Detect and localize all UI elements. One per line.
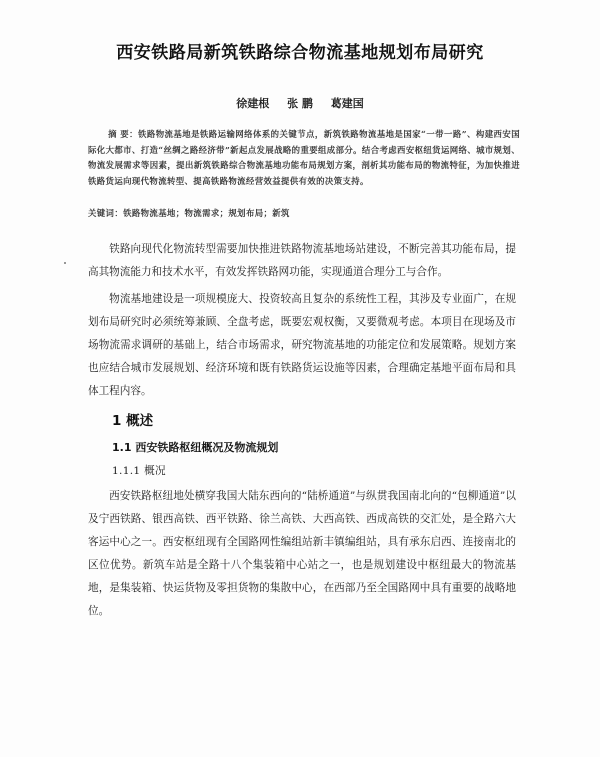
author-list	[0, 95, 600, 111]
author-name: 张 鹏	[287, 97, 313, 110]
author-name: 徐建根	[236, 97, 270, 110]
section-heading-1: 1 概述	[112, 413, 154, 429]
intro-paragraph-1	[88, 238, 516, 284]
keywords	[88, 207, 520, 219]
paragraph-text: 铁路向现代化物流转型需要加快推进铁路物流基地场站建设，不断完善其功能布局，提高其物流能力和技术水平，有效发挥铁路网功能，实现通道合理分工与合作。	[88, 243, 516, 278]
subsubsection-heading-1-1-1: 1.1.1 概况	[112, 465, 166, 477]
paragraph-text: 物流基地建设是一项规模庞大、投资较高且复杂的系统性工程，其涉及专业面广，在规划布局研究时必须统筹兼顾、全盘考虑，既要宏观权衡，又要微观考虑。本项目在现场及市场物流需求调研的基础上，结合市场需求，研究物流基地的功能定位和发展策略。规划方案也应结合城市发展规划、经济环境和既有铁路货运设施等因素，合理确定基地平面布局和具体工程内容。	[88, 293, 516, 397]
intro-paragraph-2	[88, 288, 516, 403]
paragraph-text: 西安铁路枢纽地处横穿我国大陆东西向的“陆桥通道”与纵贯我国南北向的“包柳通道”以及宁西铁路、银西高铁、西平铁路、徐兰高铁、大西高铁、西成高铁的交汇处，是全路六大客运中心之一。西安枢纽现有全国路网性编组站新丰镇编组站，具有承东启西、连接南北的区位优势。新筑车站是全路十八个集装箱中心站之一，也是规划建设中枢纽最大的物流基地，是集装箱、快运货物及零担货物的集散中心，在西部乃至全国路网中具有重要的战略地位。	[88, 490, 516, 617]
keywords-text: 铁路物流基地；物流需求；规划布局；新筑	[123, 208, 290, 218]
subsection-heading-1-1: 1.1 西安铁路枢纽概况及物流规划	[112, 441, 279, 454]
overview-paragraph	[88, 485, 516, 623]
keywords-label: 关键词：	[88, 208, 124, 218]
abstract	[88, 127, 520, 189]
margin-speck	[64, 262, 66, 264]
author-name: 葛建国	[330, 97, 364, 110]
abstract-text: 铁路物流基地是铁路运输网络体系的关键节点，新筑铁路物流基地是国家“一带一路”、构建西安国际化大都市、打造“丝绸之路经济带”新起点发展战略的重要组成部分。结合考虑西安枢纽货运网络、城市规划、物流发展需求等因素，提出新筑铁路综合物流基地功能布局规划方案，剖析其功能布局的物流特征，为加快推进铁路货运向现代物流转型、提高铁路物流经营效益提供有效的决策支持。	[88, 129, 521, 186]
abstract-label: 摘 要：	[108, 129, 138, 139]
paper-title: 西安铁路局新筑铁路综合物流基地规划布局研究	[116, 43, 484, 63]
